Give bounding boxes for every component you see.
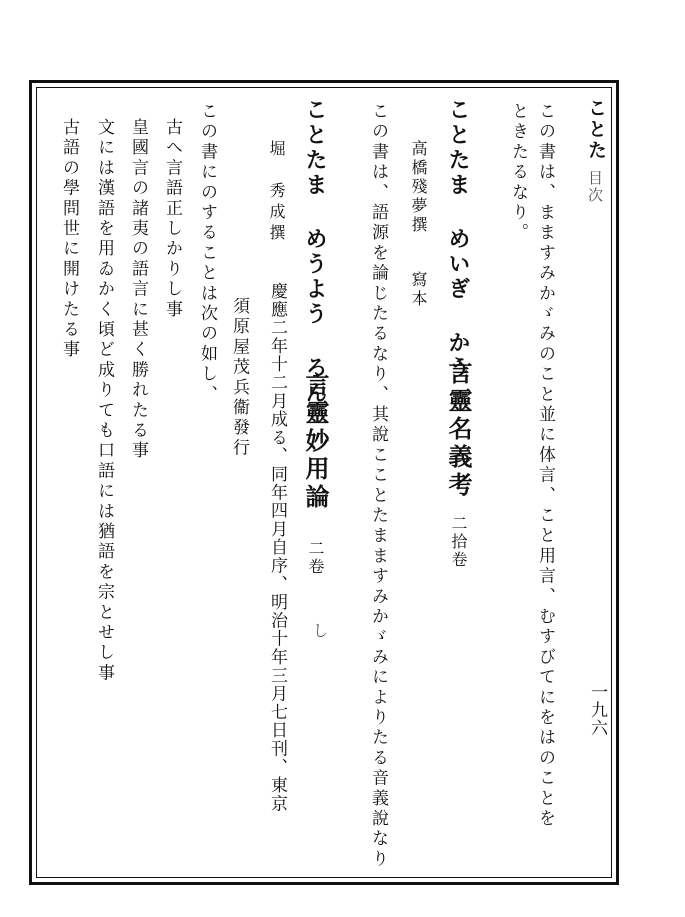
list-item-4: 古語の學問世に開けたる事: [59, 118, 79, 361]
list-item-3: 文には漢語を用ゐかく頃ど成りても口語には猶語を宗とせし事: [94, 118, 114, 684]
author-2: 堀 秀成撰: [267, 140, 286, 245]
list-item-1: 古へ言語正しかりし事: [162, 118, 182, 320]
text-column-3: この書は、語源を論じたるなり、其說こことたまますみかゞみによりたる音義說なり: [368, 102, 388, 870]
list-item-2: 皇國言の諸夷の語言に甚く勝れたる事: [128, 118, 148, 462]
heading-2-reading: ことたま めうよう ろん: [302, 98, 328, 406]
text-column-1: この書は、まますみかゞみのこと並に体言、こと用言、むすびてにをはのことを: [535, 102, 555, 830]
page-number: 一九六: [587, 683, 607, 737]
margin-mark: し: [310, 622, 329, 640]
text-column-4: 慶應二年十二月成る、同年四月自序、明治十年三月七日刊、東京: [267, 282, 287, 813]
author-1-note: 寫本: [409, 271, 428, 309]
running-header: ことた: [585, 98, 607, 161]
heading-1-title: 言靈名義考: [444, 360, 473, 500]
heading-1-volumes: 二拾卷: [449, 515, 468, 569]
text-column-6: この書にのすることは次の如し、: [197, 102, 217, 405]
text-column-5: 須原屋茂兵衞發行: [229, 297, 249, 459]
heading-1-reading: ことたま めいぎ かう: [445, 98, 471, 381]
section-label: 目次: [586, 170, 604, 204]
author-1: 高橋殘夢撰: [409, 140, 428, 235]
heading-2-title: 言靈妙用論: [301, 372, 330, 512]
text-column-2: ときたるなり。: [508, 102, 528, 244]
heading-2-volumes: 二卷: [306, 540, 325, 576]
